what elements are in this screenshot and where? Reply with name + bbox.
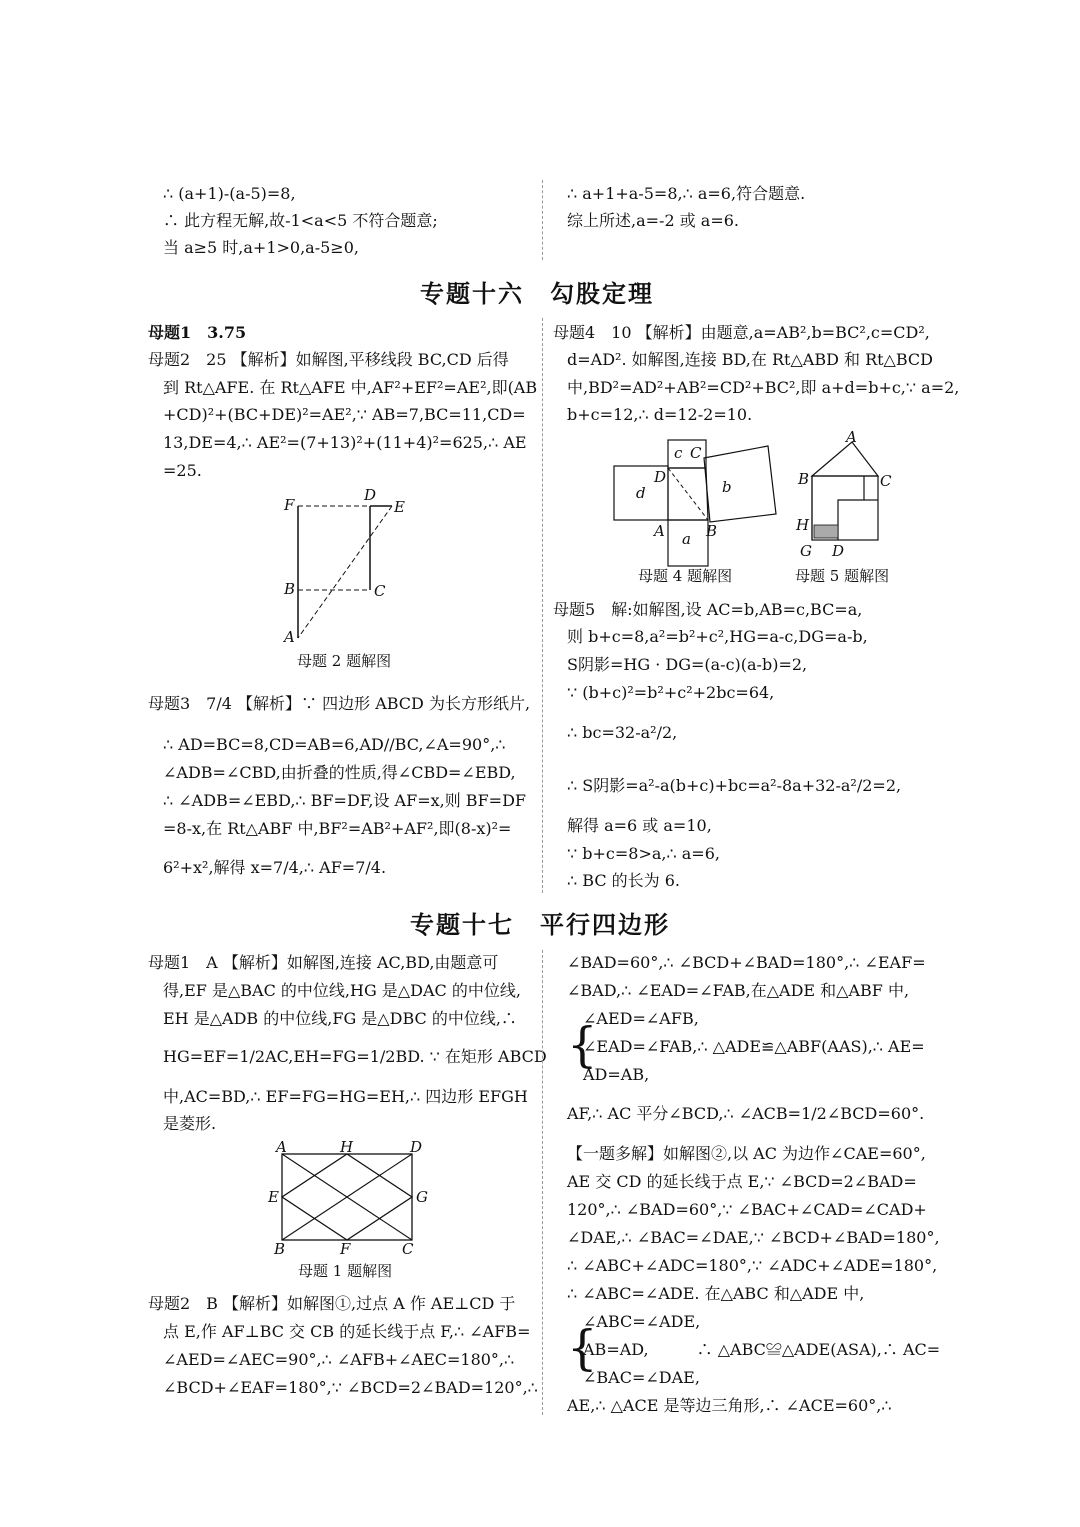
s16-left-line-1: 母题1 3.75 xyxy=(148,323,247,342)
section-16-title: 专题十六 勾股定理 xyxy=(420,280,654,308)
s16-left2-line-4: ∴ ∠ADB=∠EBD,∴ BF=DF,设 AF=x,则 BF=DF xyxy=(163,791,527,810)
s17-left2-line-4: ∠BCD+∠EAF=180°,∵ ∠BCD=2∠BAD=120°,∴ xyxy=(163,1378,538,1397)
fig5-label-A: A xyxy=(846,428,857,446)
s16-right-line-1: 母题4 10 【解析】由题意,a=AB²,b=BC²,c=CD², xyxy=(553,323,930,342)
fig5-caption: 母题 5 题解图 xyxy=(795,567,890,585)
fig2-label-C: C xyxy=(374,582,386,600)
fig5-label-G: G xyxy=(800,542,812,560)
fig2-label-F: F xyxy=(284,496,295,514)
fig2-label-E: E xyxy=(394,498,405,516)
s17-left2-line-3: ∠AED=∠AEC=90°,∴ ∠AFB+∠AEC=180°,∴ xyxy=(163,1350,515,1369)
s16-right2-line-5: ∴ bc=32-a²/2, xyxy=(567,723,678,742)
s16-right-line-4: b+c=12,∴ d=12-2=10. xyxy=(567,405,753,424)
fig2-label-D: D xyxy=(364,486,377,504)
s16-left-line-6: =25. xyxy=(163,461,202,480)
s17-right-line-9: 120°,∴ ∠BAD=60°,∵ ∠BAC+∠CAD=∠CAD+ xyxy=(567,1200,927,1219)
fig1-label-C: C xyxy=(402,1240,414,1258)
s16-right2-line-4: ∵ (b+c)²=b²+c²+2bc=64, xyxy=(567,683,775,702)
figure-problem-5 xyxy=(790,428,910,562)
s16-left-line-3: 到 Rt△AFE. 在 Rt△AFE 中,AF²+EF²=AE²,即(AB xyxy=(163,378,538,397)
s17-right-line-8: AE 交 CD 的延长线于点 E,∵ ∠BCD=2∠BAD= xyxy=(567,1172,917,1191)
column-divider-s17 xyxy=(542,950,543,1415)
top-left-line-2: ∴ 此方程无解,故-1<a<5 不符合题意; xyxy=(163,211,438,230)
s17-left-line-4: HG=EF=1/2AC,EH=FG=1/2BD. ∵ 在矩形 ABCD xyxy=(163,1047,547,1066)
fig1-caption: 母题 1 题解图 xyxy=(298,1262,393,1280)
s17-left-line-1: 母题1 A 【解析】如解图,连接 AC,BD,由题意可 xyxy=(148,953,499,972)
s17-left-line-5: 中,AC=BD,∴ EF=FG=HG=EH,∴ 四边形 EFGH xyxy=(163,1087,528,1106)
s17-right-line-5: AD=AB, xyxy=(583,1065,650,1084)
s16-right2-line-2: 则 b+c=8,a²=b²+c²,HG=a-c,DG=a-b, xyxy=(567,627,868,646)
fig1-label-A: A xyxy=(276,1138,287,1156)
brace-1: { xyxy=(567,1017,598,1073)
s16-left2-line-1: 母题3 7/4 【解析】∵ 四边形 ABCD 为长方形纸片, xyxy=(148,694,531,713)
s16-left2-line-5: =8-x,在 Rt△ABF 中,BF²=AB²+AF²,即(8-x)²= xyxy=(163,819,512,838)
top-left-line-3: 当 a≥5 时,a+1>0,a-5≥0, xyxy=(163,238,359,257)
s17-left-line-6: 是菱形. xyxy=(163,1114,217,1133)
fig1-label-F: F xyxy=(340,1240,351,1258)
fig5-label-C: C xyxy=(880,472,892,490)
fig2-label-B: B xyxy=(284,580,296,598)
fig4-label-A: A xyxy=(654,522,665,540)
brace-2: { xyxy=(567,1320,598,1376)
column-divider-top xyxy=(542,180,543,260)
fig2-label-A: A xyxy=(284,628,295,646)
fig1-label-B: B xyxy=(274,1240,286,1258)
s16-right2-line-7: 解得 a=6 或 a=10, xyxy=(567,816,712,835)
s17-right-line-3: ∠AED=∠AFB, xyxy=(583,1009,699,1028)
top-left-line-1: ∴ (a+1)-(a-5)=8, xyxy=(163,184,296,203)
s17-right-line-6: AF,∴ AC 平分∠BCD,∴ ∠ACB=1/2∠BCD=60°. xyxy=(567,1104,925,1123)
s17-right-line-7: 【一题多解】如解图②,以 AC 为边作∠CAE=60°, xyxy=(567,1144,926,1163)
fig4-label-C: C xyxy=(690,444,702,462)
s16-right-line-2: d=AD². 如解图,连接 BD,在 Rt△ABD 和 Rt△BCD xyxy=(567,350,933,369)
s17-right-line-1: ∠BAD=60°,∴ ∠BCD+∠BAD=180°,∴ ∠EAF= xyxy=(567,953,926,972)
fig4-caption: 母题 4 题解图 xyxy=(638,567,733,585)
s16-left2-line-3: ∠ADB=∠CBD,由折叠的性质,得∠CBD=∠EBD, xyxy=(163,763,516,782)
fig4-label-D: D xyxy=(654,468,667,486)
fig2-caption: 母题 2 题解图 xyxy=(297,652,392,670)
s17-left2-line-2: 点 E,作 AF⊥BC 交 CB 的延长线于点 F,∴ ∠AFB= xyxy=(163,1322,531,1341)
s16-left2-line-2: ∴ AD=BC=8,CD=AB=6,AD//BC,∠A=90°,∴ xyxy=(163,735,506,754)
fig5-label-D: D xyxy=(832,542,845,560)
s17-right-line-13: ∠ABC=∠ADE, xyxy=(583,1312,701,1331)
column-divider-s16 xyxy=(542,318,543,893)
section-17-title: 专题十七 平行四边形 xyxy=(410,911,670,939)
s16-right-line-3: 中,BD²=AD²+AB²=CD²+BC²,即 a+d=b+c,∵ a=2, xyxy=(567,378,960,397)
s16-left-line-4: +CD)²+(BC+DE)²=AE²,∵ AB=7,BC=11,CD= xyxy=(163,405,526,424)
s17-left2-line-1: 母题2 B 【解析】如解图①,过点 A 作 AE⊥CD 于 xyxy=(148,1294,516,1313)
figure-problem-1 xyxy=(262,1138,442,1262)
s17-right-line-4: ∠EAD=∠FAB,∴ △ADE≌△ABF(AAS),∴ AE= xyxy=(583,1037,925,1056)
top-right-line-1: ∴ a+1+a-5=8,∴ a=6,符合题意. xyxy=(567,184,806,203)
s17-right-line-12: ∴ ∠ABC=∠ADE. 在△ABC 和△ADE 中, xyxy=(567,1284,865,1303)
s16-right2-line-3: S阴影=HG · DG=(a-c)(a-b)=2, xyxy=(567,655,808,674)
fig4-label-B: B xyxy=(706,522,718,540)
s17-right-line-11: ∴ ∠ABC+∠ADC=180°,∵ ∠ADC+∠ADE=180°, xyxy=(567,1256,938,1275)
s17-right-line-16: AE,∴ △ACE 是等边三角形,∴ ∠ACE=60°,∴ xyxy=(567,1396,892,1415)
figure-problem-4 xyxy=(606,432,786,572)
fig4-label-d: d xyxy=(636,484,646,502)
top-right-line-2: 综上所述,a=-2 或 a=6. xyxy=(567,211,740,230)
fig4-label-a: a xyxy=(682,530,691,548)
s16-left2-line-6: 6²+x²,解得 x=7/4,∴ AF=7/4. xyxy=(163,858,387,877)
s16-right2-line-9: ∴ BC 的长为 6. xyxy=(567,871,681,890)
fig1-label-E: E xyxy=(268,1188,279,1206)
s17-right-line-10: ∠DAE,∴ ∠BAC=∠DAE,∵ ∠BCD+∠BAD=180°, xyxy=(567,1228,940,1247)
s17-left-line-2: 得,EF 是△BAC 的中位线,HG 是△DAC 的中位线, xyxy=(163,981,521,1000)
s16-right2-line-1: 母题5 解:如解图,设 AC=b,AB=c,BC=a, xyxy=(553,600,863,619)
s17-left-line-3: EH 是△ADB 的中位线,FG 是△DBC 的中位线,∴ xyxy=(163,1009,517,1028)
s16-left-line-5: 13,DE=4,∴ AE²=(7+13)²+(11+4)²=625,∴ AE xyxy=(163,433,527,452)
s17-right-line-15: ∠BAC=∠DAE, xyxy=(583,1368,700,1387)
s16-right2-line-6: ∴ S阴影=a²-a(b+c)+bc=a²-8a+32-a²/2=2, xyxy=(567,776,902,795)
fig5-label-B: B xyxy=(798,470,810,488)
s17-right-line-2: ∠BAD,∴ ∠EAD=∠FAB,在△ADE 和△ABF 中, xyxy=(567,981,910,1000)
fig5-label-H: H xyxy=(796,516,810,534)
figure-problem-2 xyxy=(270,480,430,650)
s16-left-line-2: 母题2 25 【解析】如解图,平移线段 BC,CD 后得 xyxy=(148,350,509,369)
fig4-label-b: b xyxy=(722,478,732,496)
s16-right2-line-8: ∵ b+c=8>a,∴ a=6, xyxy=(567,844,720,863)
fig1-label-G: G xyxy=(416,1188,428,1206)
s17-right-line-14: AB=AD, ∴ △ABC≌△ADE(ASA),∴ AC= xyxy=(583,1340,941,1359)
fig4-label-c: c xyxy=(674,444,683,462)
fig1-label-D: D xyxy=(410,1138,423,1156)
fig1-label-H: H xyxy=(340,1138,354,1156)
